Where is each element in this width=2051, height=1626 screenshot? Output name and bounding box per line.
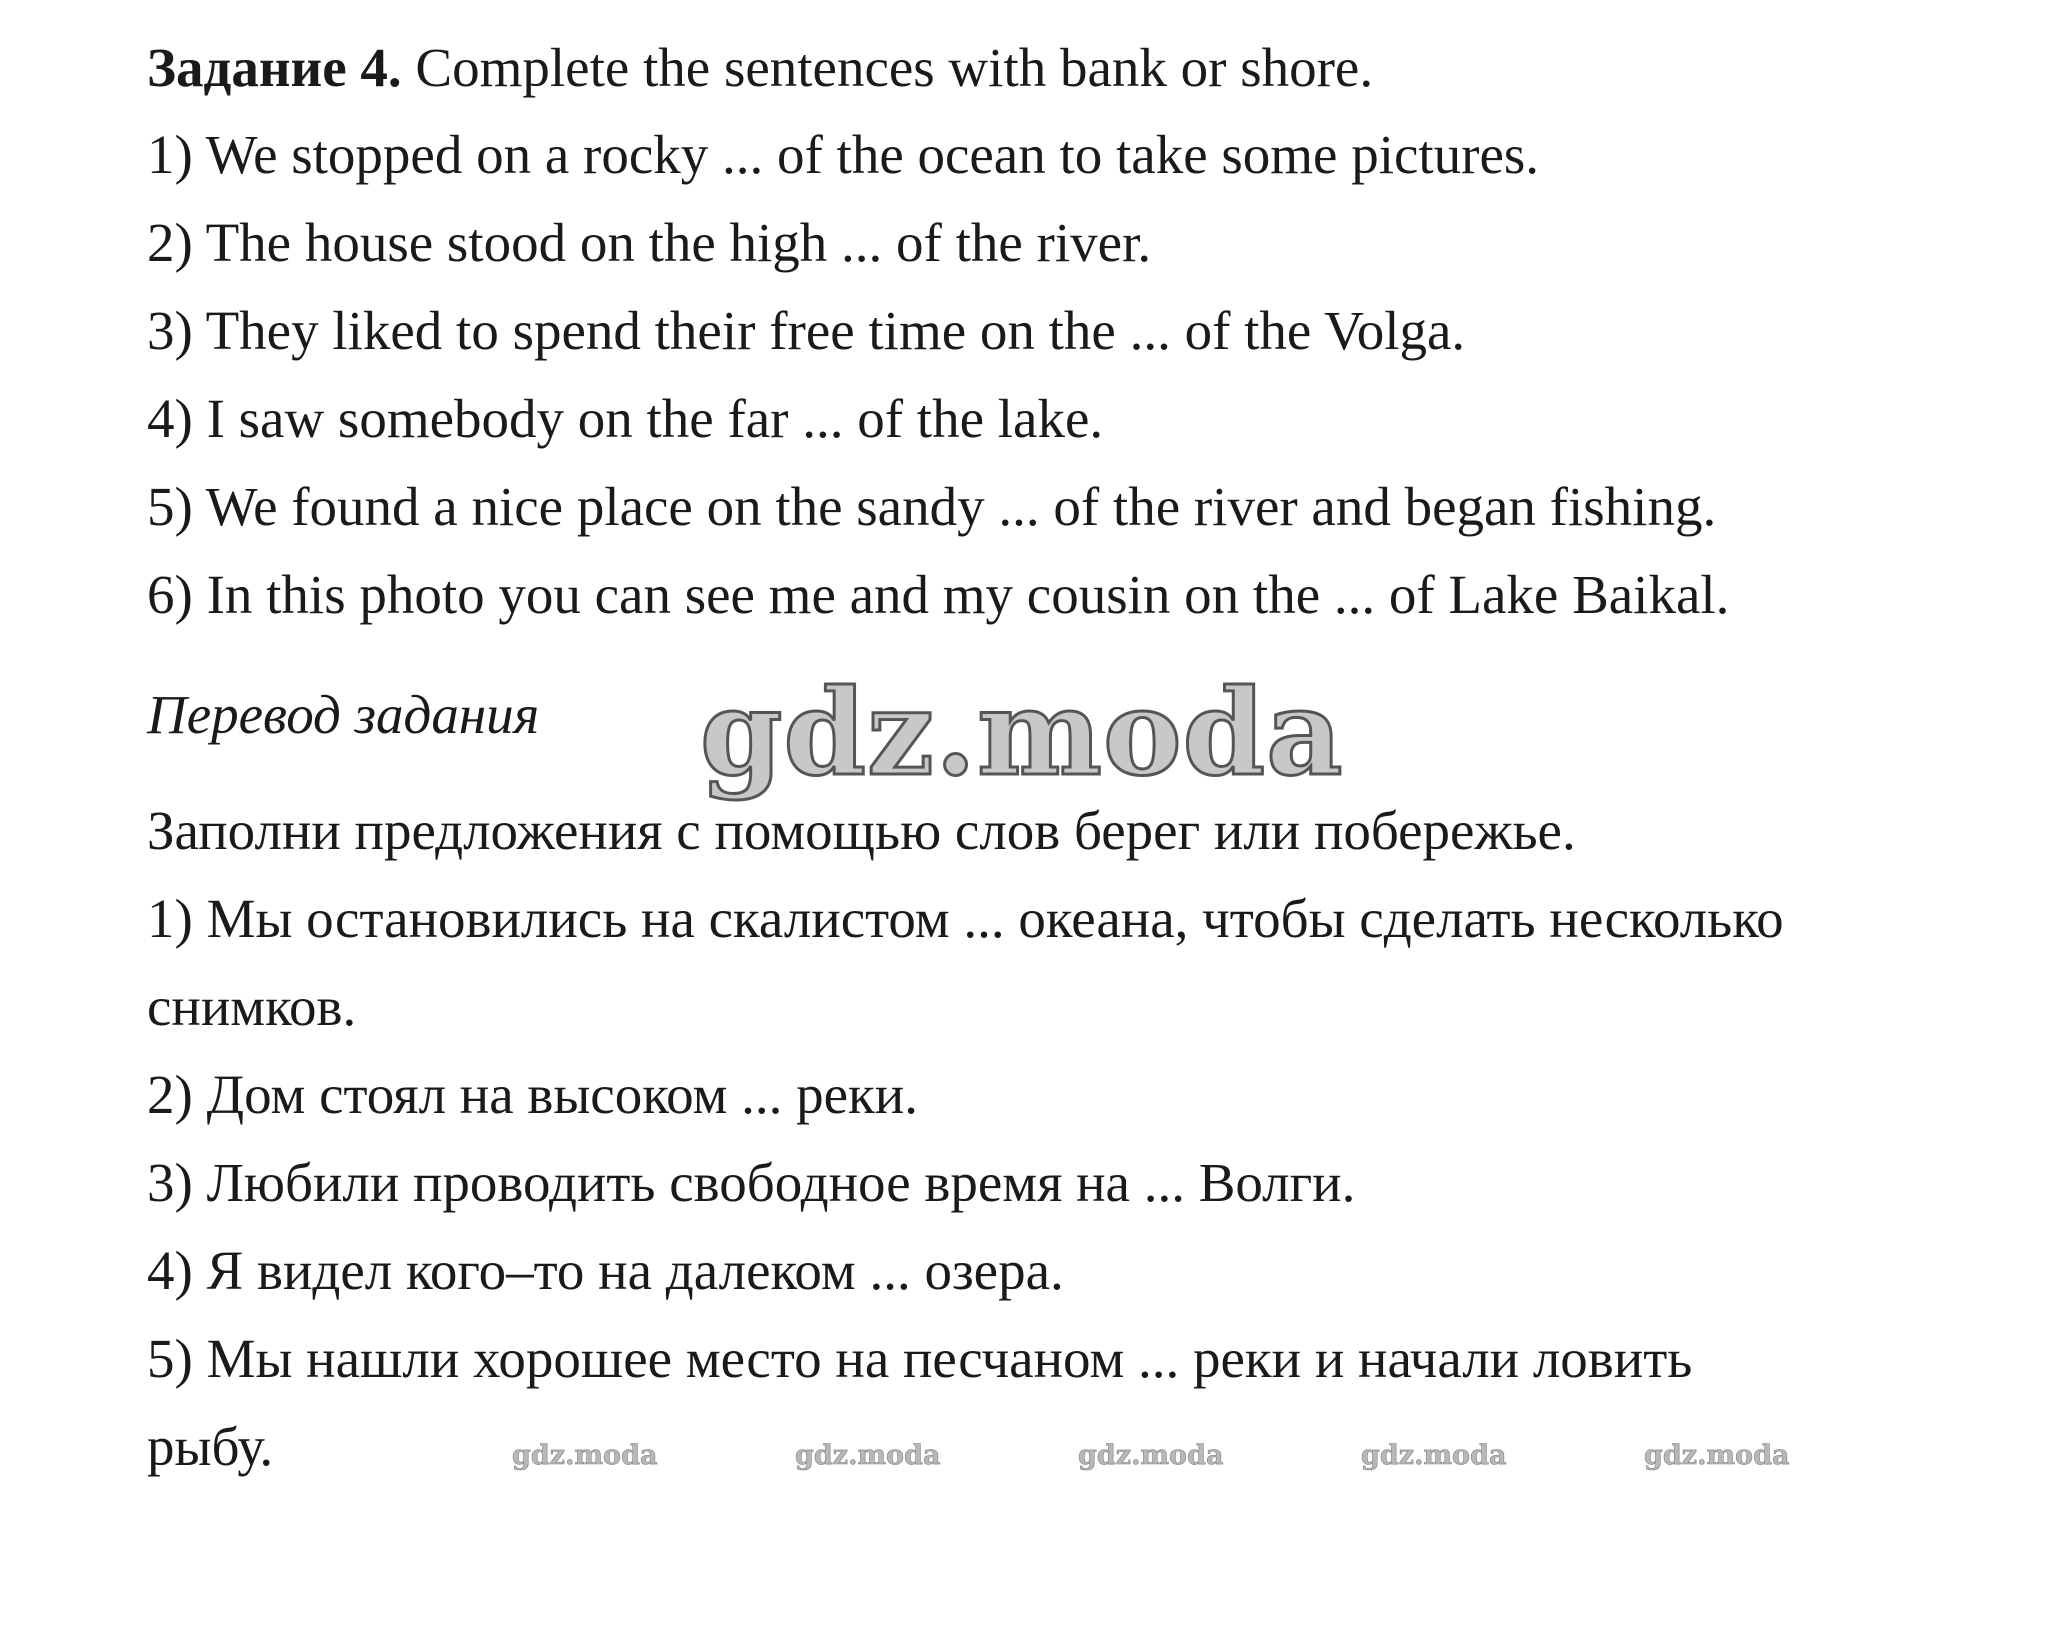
task-sentence-4: 4) I saw somebody on the far ... of the lake. <box>147 388 1104 449</box>
task-sentence-3: 3) They liked to spend their free time on the ... of the Volga. <box>147 300 1466 361</box>
translation-line-1: 1) Мы остановились на скалистом ... океана, чтобы сделать несколько <box>147 888 1784 949</box>
translation-heading: Перевод задания <box>147 684 540 745</box>
task-sentence-2: 2) The house stood on the high ... of the river. <box>147 212 1152 273</box>
task-header <box>147 33 1373 103</box>
task-label: Задание 4. <box>147 37 402 98</box>
watermark-small-2: gdz.moda <box>795 1440 941 1471</box>
watermark-small-4: gdz.moda <box>1361 1440 1507 1471</box>
watermark-logo: gdz.moda <box>700 663 1344 802</box>
translation-line-3: 2) Дом стоял на высоком ... реки. <box>147 1064 918 1125</box>
watermark-small-3: gdz.moda <box>1078 1440 1224 1471</box>
task-sentence-6: 6) In this photo you can see me and my cousin on the ... of Lake Baikal. <box>147 564 1730 625</box>
translation-line-2: снимков. <box>147 976 357 1037</box>
watermark-small-5: gdz.moda <box>1644 1440 1790 1471</box>
translation-instruction: Заполни предложения с помощью слов берег или побережье. <box>147 800 1576 861</box>
task-instruction: Complete the sentences with bank or shore. <box>415 37 1374 98</box>
task-sentence-1: 1) We stopped on a rocky ... of the ocean to take some pictures. <box>147 124 1540 185</box>
translation-line-4: 3) Любили проводить свободное время на ... Волги. <box>147 1152 1356 1213</box>
translation-line-5: 4) Я видел кого–то на далеком ... озера. <box>147 1240 1064 1301</box>
translation-line-6: 5) Мы нашли хорошее место на песчаном ... реки и начали ловить <box>147 1328 1693 1389</box>
translation-line-7: рыбу. <box>147 1416 274 1477</box>
watermark-small-1: gdz.moda <box>512 1440 658 1471</box>
task-sentence-5: 5) We found a nice place on the sandy ... of the river and began fishing. <box>147 476 1717 537</box>
